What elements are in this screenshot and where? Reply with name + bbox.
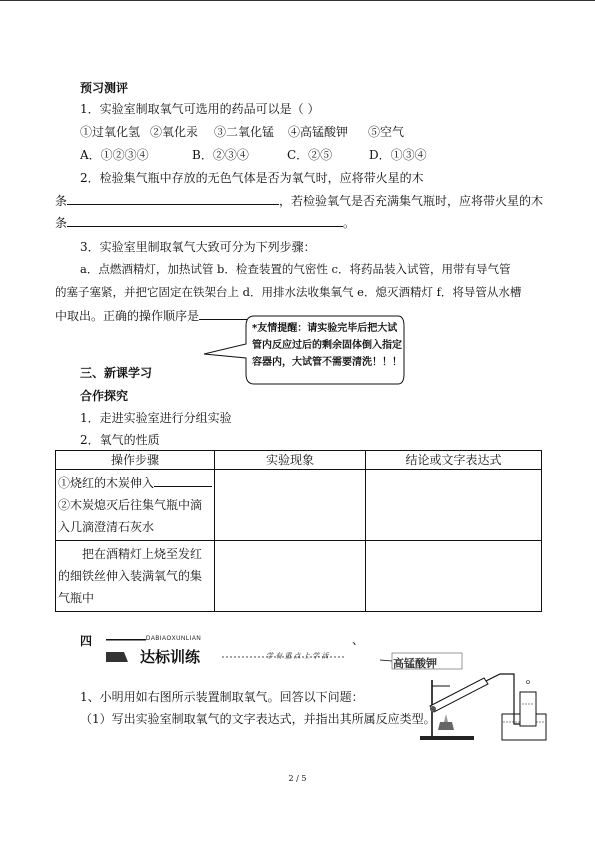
col-header-phenomena: 实验现象 [215,451,366,470]
question-3: 3．实验室里制取氧气大致可分为下列步骤： [80,240,316,254]
q1-item: ③二氧化锰 [214,125,275,139]
q2-text-end: 。 [343,216,356,230]
page-number: 2 / 5 [288,774,307,783]
q2-text-a: 条 [55,194,68,208]
q2-text-c: 条 [55,216,68,230]
lesson-item-1: 1．走进实验室进行分组实验 [80,411,232,425]
question-1: 1．实验室制取氧气可选用的药品可以是（ ） [80,102,320,116]
q2-blank-2[interactable] [67,214,343,227]
cooperative-heading: 合作探究 [80,389,129,403]
exercise-question-1: 1、小明用如右图所示装置制取氧气。回答以下问题： [80,690,364,704]
row2-step-text: 把在酒精灯上烧至发红的细铁丝伸入装满氧气的集气瓶中 [58,547,203,605]
q3-text: 中取出。正确的操作顺序是 [55,309,200,323]
row1-phenomena-cell[interactable] [215,470,366,541]
preview-heading: 预习测评 [80,81,129,95]
row1-conclusion-cell[interactable] [366,470,542,541]
question-2: 2．检验集气瓶中存放的无色气体是否为氧气时，应将带火星的木 [80,171,424,185]
table-row [56,470,542,541]
q1-option-b: B．②③④ [192,148,249,162]
row1-step-a: ①烧红的木炭伸入 [58,476,155,490]
row1-step-b: ②木炭熄灭后往集气瓶中滴入几滴澄清石灰水 [58,498,203,534]
q1-item: ①过氧化氢 [80,125,141,139]
row1-steps [56,470,215,541]
banner-tail: 学 有 重 点 上 学 活 [266,652,329,660]
banner-title: 达标训练 [140,648,201,666]
row2-conclusion-cell[interactable] [366,541,542,612]
q1-option-a: A．①②③④ [80,148,149,162]
page-top-border [0,0,595,1]
section-3-heading: 三、新课学习 [80,366,153,380]
row1-blank[interactable] [154,474,212,487]
table-header-row [56,451,542,470]
q1-item: ②氧化汞 [150,125,199,139]
row2-phenomena-cell[interactable] [215,541,366,612]
q3-steps-line1: a．点燃酒精灯，加热试管 b．检查装置的气密性 c．将药品装入试管，用带有导气管 [80,262,511,276]
q1-option-c: C．②⑤ [287,148,333,162]
col-header-steps: 操作步骤 [56,451,215,470]
banner-pinyin: DABIAOXUNLIAN [146,636,202,642]
col-header-conclusion: 结论或文字表达式 [366,451,542,470]
q1-item: ④高锰酸钾 [288,125,349,139]
q1-option-d: D．①③④ [369,148,427,162]
oxygen-properties-table [55,450,542,612]
q2-line2 [55,192,543,209]
figure-label: 高锰酸钾 [393,657,437,670]
q2-blank-1[interactable] [67,192,279,205]
apparatus-figure [372,652,550,744]
q2-text-b: ，若检验氧气是否充满集气瓶时，应将带火星的木 [279,194,544,208]
q2-line3 [55,214,355,231]
callout-text: *友情提醒：请实验完毕后把大试管内反应过后的剩余固体倒入指定容器内，大试管不需要清洗！！！ [252,323,402,368]
section-4-number: 四 [80,634,93,648]
section-4-separator: 、 [352,633,365,647]
lesson-item-2: 2．氧气的性质 [80,433,160,447]
row2-steps [56,541,215,612]
exercise-question-1-sub: （1）写出实验室制取氧气的文字表达式，并指出其所属反应类型。 [80,712,436,726]
q1-item: ⑤空气 [368,125,405,139]
table-row [56,541,542,612]
q3-steps-line2: 的塞子塞紧，并把它固定在铁架台上 d．用排水法收集氧气 e．熄灭酒精灯 f．将导管从水槽 [55,285,522,299]
